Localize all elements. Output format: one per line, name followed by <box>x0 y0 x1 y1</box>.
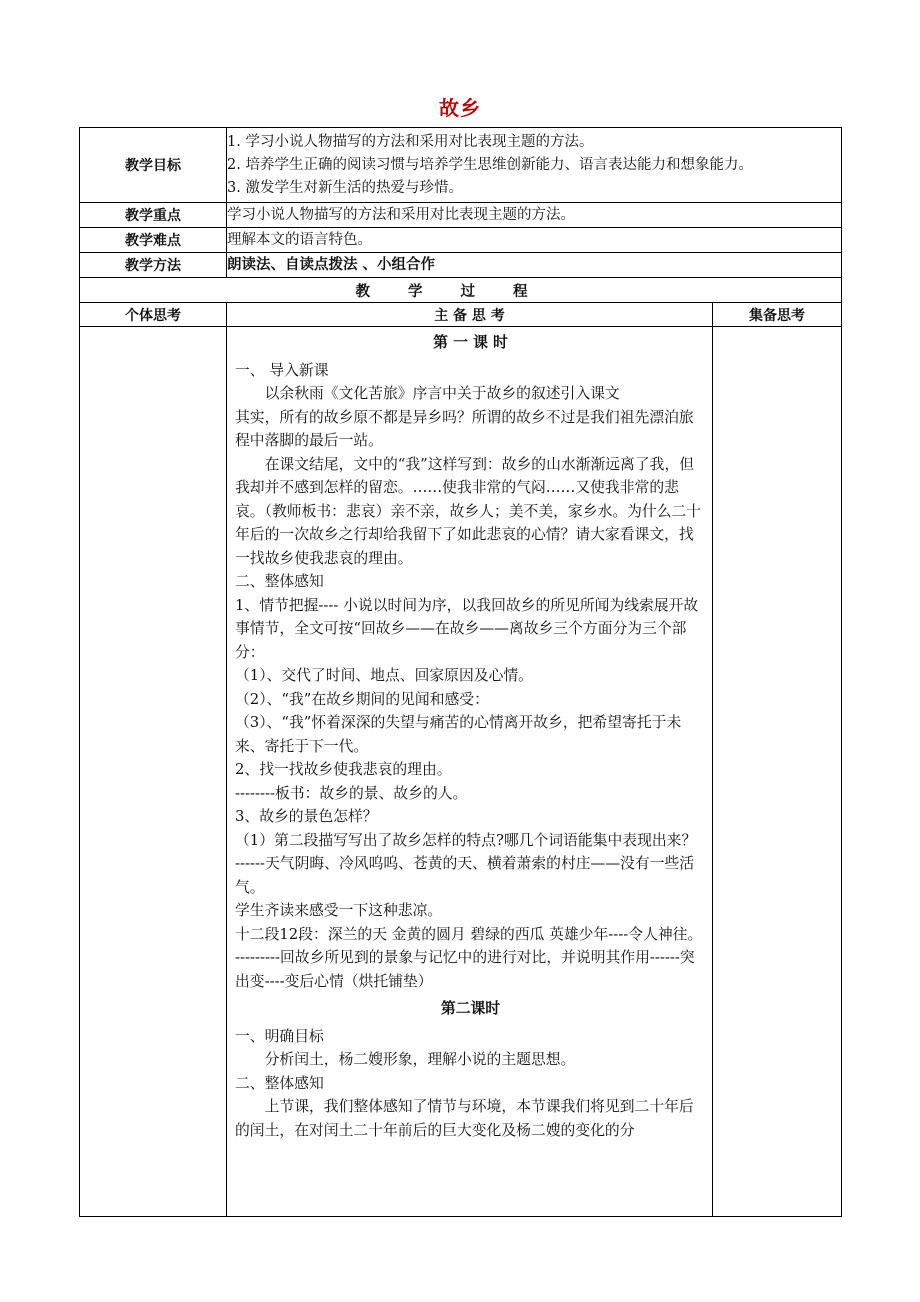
key-points-row <box>80 203 842 228</box>
individual-thinking-cell <box>80 327 227 1217</box>
section-heading: 二、整体感知 <box>235 573 324 590</box>
goals-label: 教学目标 <box>80 128 227 203</box>
group-thinking-cell <box>713 327 842 1217</box>
goal-item-2: 2. 培养学生正确的阅读习惯与培养学生思维创新能力、语言表达能力和想象能力。 <box>227 156 753 173</box>
individual-column-header: 个体思考 <box>80 303 227 327</box>
goals-content <box>227 128 842 203</box>
paragraph: ------天气阴晦、冷风呜呜、苍黄的天、横着萧索的村庄——没有一些活气。 <box>235 855 695 896</box>
column-header-row <box>80 303 842 327</box>
group-column-header: 集备思考 <box>713 303 842 327</box>
paragraph: 以余秋雨《文化苦旅》序言中关于故乡的叙述引入课文 <box>264 385 620 402</box>
paragraph: 2、找一找故乡使我悲哀的理由。 <box>235 761 452 778</box>
paragraph: 3、故乡的景色怎样？ <box>235 808 378 825</box>
main-thinking-cell <box>227 327 713 1217</box>
paragraph: ---------回故乡所见到的景象与记忆中的进行对比，并说明其作用------突出变----变后心情（烘托铺垫） <box>235 949 695 990</box>
paragraph: （2）、“我”在故乡期间的见闻和感受： <box>235 690 489 708</box>
paragraph: 上节课，我们整体感知了情节与环境，本节课我们将见到二十年后的闰土，在对闰土二十年前后的巨大变化及杨二嫂的变化的分 <box>235 1098 694 1139</box>
process-header: 教学过程 <box>80 278 842 303</box>
lesson-plan-table <box>79 127 842 1217</box>
paragraph: 其实，所有的故乡原不都是异乡吗？所谓的故乡不过是我们祖先漂泊旅程中落脚的最后一站。 <box>235 408 694 449</box>
main-column-header: 主 备 思 考 <box>227 303 713 327</box>
page-title: 故乡 <box>439 96 481 120</box>
difficulties-text: 理解本文的语言特色。 <box>227 228 842 253</box>
paragraph: 十二段12段：深兰的天 金黄的圆月 碧绿的西瓜 英雄少年----令人神往。 <box>235 925 703 943</box>
section-heading: 一、明确目标 <box>235 1027 324 1045</box>
paragraph: 学生齐读来感受一下这种悲凉。 <box>235 902 443 919</box>
section-heading: 一、 导入新课 <box>235 361 329 379</box>
paragraph: 1、情节把握---- 小说以时间为序，以我回故乡的所见所闻为线索展开故事情节，全文可按“回故乡——在故乡——离故乡三个方面分为三个部分： <box>235 596 699 661</box>
paragraph: （3）、“我”怀着深深的失望与痛苦的心情离开故乡，把希望寄托于未来、寄托于下一代。 <box>235 714 682 755</box>
goal-item-1: 1. 学习小说人物描写的方法和采用对比表现主题的方法。 <box>227 133 594 150</box>
paragraph: （1）、交代了时间、地点、回家原因及心情。 <box>235 667 533 684</box>
methods-row <box>80 253 842 278</box>
difficulties-row <box>80 228 842 253</box>
section-heading: 二、整体感知 <box>235 1074 324 1092</box>
content-row <box>80 327 842 1217</box>
lesson1-title: 第 一 课 时 <box>433 334 508 351</box>
methods-text: 朗读法、自读点拨法 、小组合作 <box>227 253 842 278</box>
key-points-label: 教学重点 <box>80 203 227 228</box>
goal-item-3: 3. 激发学生对新生活的热爱与珍惜。 <box>227 179 463 196</box>
key-points-text: 学习小说人物描写的方法和采用对比表现主题的方法。 <box>227 203 842 228</box>
difficulties-label: 教学难点 <box>80 228 227 253</box>
lesson2-title: 第二课时 <box>440 1000 501 1017</box>
paragraph: （1）第二段描写写出了故乡怎样的特点?哪几个词语能集中表现出来？ <box>235 831 697 849</box>
paragraph: 在课文结尾，文中的“我”这样写到：故乡的山水渐渐远离了我，但我却并不感到怎样的留恋。……使我非常的气闷……又使我非常的悲哀。（教师板书：悲哀）亲不亲，故乡人；美不美，家乡水。为什么二十年后的一次故乡之行却给我留下了如此悲哀的心情？请大家看课文，找一找故乡使我悲哀的理由。 <box>235 455 702 567</box>
paragraph: --------板书：故乡的景、故乡的人。 <box>235 784 468 802</box>
methods-label: 教学方法 <box>80 253 227 278</box>
process-header-row <box>80 278 842 303</box>
paragraph: 分析闰土，杨二嫂形象，理解小说的主题思想。 <box>264 1051 576 1068</box>
goals-row <box>80 128 842 203</box>
